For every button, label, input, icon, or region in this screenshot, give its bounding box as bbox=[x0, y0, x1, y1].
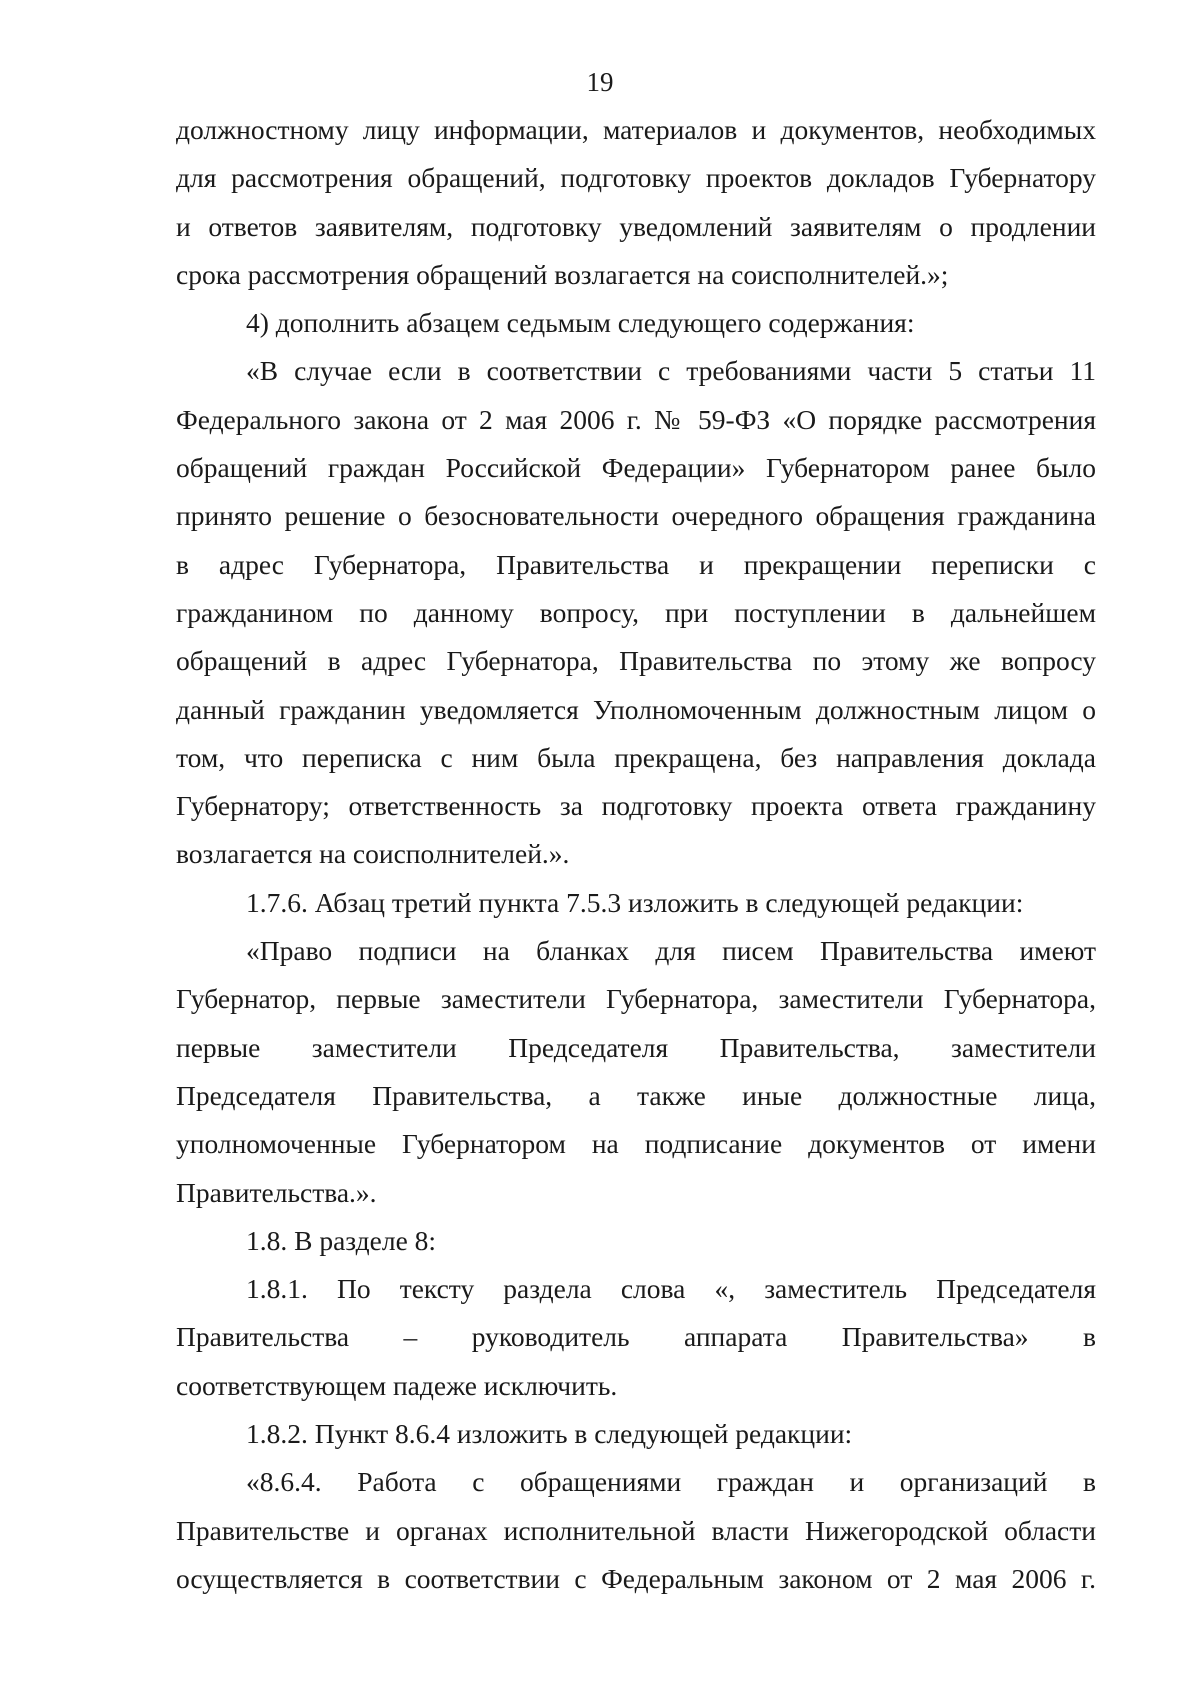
text-line: «8.6.4. Работа с обращениями граждан и организаций в bbox=[246, 1466, 1096, 1498]
text-line: 1.7.6. Абзац третий пункта 7.5.3 изложить в следующей редакции: bbox=[246, 886, 1024, 918]
document-body bbox=[176, 106, 1096, 1603]
text-line: «В случае если в соответствии с требованиями части 5 статьи 11 bbox=[246, 355, 1096, 387]
text-line: первые заместители Председателя Правительства, заместители bbox=[176, 1031, 1096, 1063]
text-line: Правительства – руководитель аппарата Правительства» в bbox=[176, 1321, 1096, 1353]
text-line: 1.8.1. По тексту раздела слова «, заместитель Председателя bbox=[246, 1273, 1096, 1305]
text-line: соответствующем падеже исключить. bbox=[176, 1369, 618, 1401]
text-line: возлагается на соисполнителей.». bbox=[176, 838, 570, 870]
text-line: Председателя Правительства, а также иные должностные лица, bbox=[176, 1079, 1096, 1111]
text-line: Правительстве и органах исполнительной власти Нижегородской области bbox=[176, 1514, 1096, 1546]
text-line: 1.8.2. Пункт 8.6.4 изложить в следующей редакции: bbox=[246, 1418, 853, 1450]
text-line: обращений в адрес Губернатора, Правительства по этому же вопросу bbox=[176, 645, 1096, 677]
text-line: «Право подписи на бланках для писем Правительства имеют bbox=[246, 935, 1096, 967]
text-line: в адрес Губернатора, Правительства и прекращении переписки с bbox=[176, 548, 1096, 580]
text-line: обращений граждан Российской Федерации» Губернатором ранее было bbox=[176, 452, 1096, 484]
page-number: 19 bbox=[586, 67, 614, 97]
text-line: Федерального закона от 2 мая 2006 г. № 59-ФЗ «О порядке рассмотрения bbox=[176, 403, 1096, 435]
text-line: Правительства.». bbox=[176, 1176, 377, 1208]
text-line: уполномоченные Губернатором на подписание документов от имени bbox=[176, 1128, 1096, 1160]
text-line: том, что переписка с ним была прекращена, без направления доклада bbox=[176, 741, 1096, 773]
text-line: принято решение о безосновательности очередного обращения гражданина bbox=[176, 500, 1096, 532]
text-line: и ответов заявителям, подготовку уведомлений заявителям о продлении bbox=[176, 210, 1096, 242]
text-line: гражданином по данному вопросу, при поступлении в дальнейшем bbox=[176, 596, 1096, 628]
text-line: срока рассмотрения обращений возлагается на соисполнителей.»; bbox=[176, 258, 949, 290]
text-line: 1.8. В разделе 8: bbox=[246, 1224, 437, 1256]
text-line: осуществляется в соответствии с Федеральным законом от 2 мая 2006 г. bbox=[176, 1562, 1096, 1594]
text-line: Губернатору; ответственность за подготовку проекта ответа гражданину bbox=[176, 790, 1096, 822]
text-line: Губернатор, первые заместители Губернатора, заместители Губернатора, bbox=[176, 983, 1096, 1015]
text-line: 4) дополнить абзацем седьмым следующего содержания: bbox=[246, 307, 915, 339]
text-line: должностному лицу информации, материалов и документов, необходимых bbox=[176, 114, 1096, 145]
text-line: данный гражданин уведомляется Уполномоченным должностным лицом о bbox=[176, 693, 1096, 725]
text-line: для рассмотрения обращений, подготовку проектов докладов Губернатору bbox=[176, 162, 1096, 194]
